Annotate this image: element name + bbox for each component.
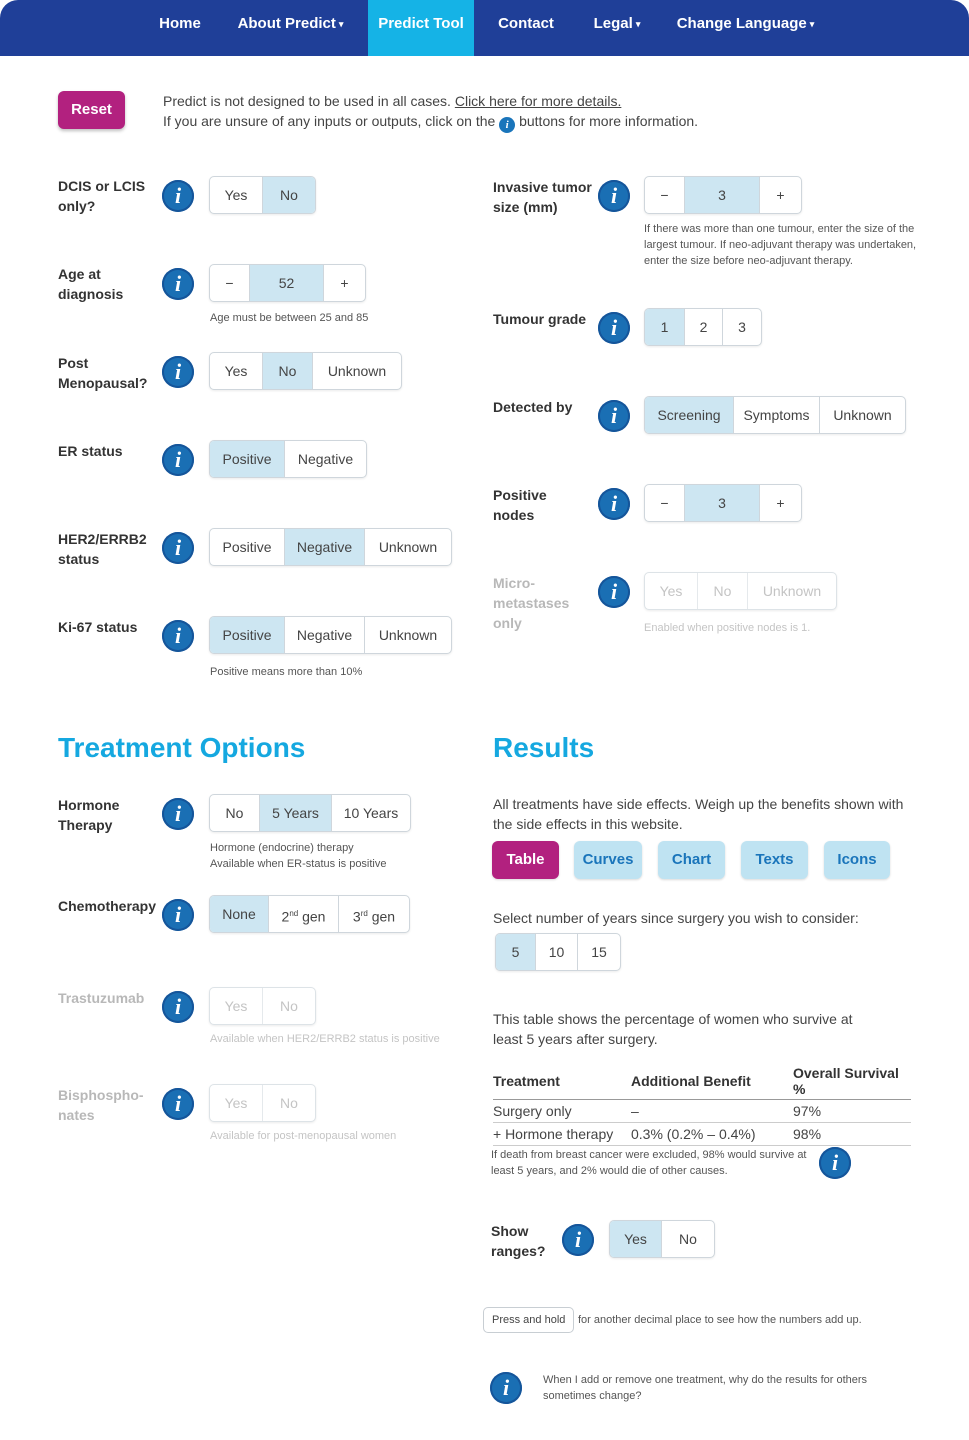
chemo-2-gen: gen — [298, 908, 326, 925]
ki67-hint: Positive means more than 10% — [210, 666, 363, 678]
intro-line-1-text: Predict is not designed to be used in all cases. — [163, 93, 455, 109]
ki67-status-info-icon[interactable]: i — [162, 620, 194, 652]
ranges-no-option[interactable]: No — [679, 1231, 697, 1247]
results-intro: All treatments have side effects. Weigh up the benefits shown with the side effects in this website. — [493, 796, 904, 832]
post-menopausal-no-option[interactable]: No — [263, 353, 313, 389]
er-status-info-icon[interactable]: i — [162, 444, 194, 476]
info-icon: i — [499, 117, 515, 133]
bisphosphonates-info-icon[interactable]: i — [162, 1088, 194, 1120]
tumour-grade-toggle — [644, 308, 762, 346]
tumor-size-label: Invasive tumor size (mm) — [493, 179, 592, 215]
post-menopausal-unknown-option[interactable]: Unknown — [327, 363, 387, 379]
intro-line-1 — [163, 91, 698, 111]
trastuzumab-label: Trastuzumab — [58, 990, 145, 1006]
chemo-none-option[interactable]: None — [210, 896, 269, 932]
detected-screening-option[interactable]: Screening — [645, 397, 734, 433]
hormone-therapy-info-icon[interactable]: i — [162, 798, 194, 830]
detected-unknown-option[interactable]: Unknown — [833, 407, 892, 423]
nodes-increment-button[interactable]: + — [776, 495, 785, 511]
faq-info-icon[interactable]: i — [490, 1372, 522, 1404]
tumor-size-value-field[interactable]: 3 — [685, 177, 760, 213]
hormone-no-option[interactable]: No — [210, 795, 260, 831]
detected-by-label: Detected by — [493, 399, 573, 415]
chemotherapy-info-icon[interactable]: i — [162, 899, 194, 931]
tumour-grade-info-icon[interactable]: i — [598, 312, 630, 344]
nav-about-label: About Predict — [237, 15, 336, 32]
post-menopausal-info-icon[interactable]: i — [162, 356, 194, 388]
trastuzumab-hint: Available when HER2/ERRB2 status is positive — [210, 1033, 440, 1045]
micro-unknown-option[interactable]: Unknown — [762, 583, 822, 599]
table-row — [493, 1100, 911, 1123]
her2-unknown-option[interactable]: Unknown — [378, 539, 438, 555]
hormone-therapy-hint — [210, 840, 387, 872]
micro-metastases-toggle — [644, 572, 837, 610]
chemotherapy-toggle — [209, 895, 410, 933]
faq-text: When I add or remove one treatment, why do the results for others sometimes change? — [543, 1374, 868, 1402]
show-ranges-label: Show ranges? — [491, 1223, 546, 1259]
her2-status-toggle — [209, 528, 452, 566]
hormone-hint-line-1: Hormone (endocrine) therapy — [210, 842, 354, 854]
ki67-negative-option[interactable]: Negative — [285, 617, 365, 653]
table-row — [493, 1123, 911, 1146]
post-menopausal-toggle — [209, 352, 402, 390]
results-tab-texts[interactable]: Texts — [741, 841, 808, 879]
ki67-positive-option[interactable]: Positive — [210, 617, 285, 653]
tumor-size-decrement-button[interactable]: − — [645, 177, 685, 213]
ki67-status-toggle — [209, 616, 452, 654]
chevron-down-icon: ▾ — [809, 19, 815, 29]
results-tab-curves[interactable]: Curves — [574, 841, 642, 879]
cell-treatment: Surgery only — [493, 1100, 631, 1123]
chemo-3-number: 3 — [352, 908, 361, 925]
hormone-hint-line-2: Available when ER-status is positive — [210, 858, 387, 870]
micro-metastases-info-icon[interactable]: i — [598, 576, 630, 608]
years-15-option[interactable]: 15 — [591, 944, 607, 960]
micro-no-option[interactable]: No — [698, 573, 748, 609]
table-header-row — [493, 1063, 911, 1100]
tumor-size-hint: If there was more than one tumour, enter the size of the largest tumour. If neo-adjuvant therapy was undertaken, enter the size before neo-adjuvant therapy. — [644, 223, 917, 267]
bisphos-no-option[interactable]: No — [280, 1095, 298, 1111]
her2-status-info-icon[interactable]: i — [162, 532, 194, 564]
ki67-unknown-option[interactable]: Unknown — [378, 627, 438, 643]
nodes-decrement-button[interactable]: − — [645, 485, 685, 521]
positive-nodes-info-icon[interactable]: i — [598, 488, 630, 520]
nav-language-label: Change Language — [676, 15, 807, 32]
er-negative-option[interactable]: Negative — [297, 451, 354, 467]
age-decrement-button[interactable]: − — [210, 265, 250, 301]
press-and-hold-button[interactable]: Press and hold — [483, 1307, 574, 1333]
grade-3-option[interactable]: 3 — [738, 319, 746, 335]
nav-home[interactable]: Home — [159, 15, 201, 32]
chemo-3rd-gen-option[interactable] — [339, 896, 409, 932]
trastuzumab-toggle — [209, 987, 316, 1025]
top-navigation-bar — [0, 0, 969, 56]
cell-benefit: – — [631, 1100, 793, 1123]
er-status-label: ER status — [58, 443, 123, 459]
years-5-option[interactable]: 5 — [496, 934, 536, 970]
hormone-10-years-option[interactable]: 10 Years — [343, 805, 399, 821]
detected-by-info-icon[interactable]: i — [598, 400, 630, 432]
nav-legal-label: Legal — [593, 15, 633, 32]
dcis-no-option[interactable]: No — [263, 177, 315, 213]
more-details-link[interactable]: Click here for more details. — [454, 93, 622, 109]
hormone-therapy-toggle — [209, 794, 411, 832]
reset-button[interactable]: Reset — [58, 91, 125, 129]
dcis-toggle — [209, 176, 316, 214]
chevron-down-icon: ▾ — [338, 19, 344, 29]
cell-survival: 98% — [793, 1123, 911, 1146]
press-and-hold-text: for another decimal place to see how the numbers add up. — [578, 1314, 862, 1326]
hormone-therapy-label: Hormone Therapy — [58, 797, 120, 833]
grade-1-option[interactable]: 1 — [645, 309, 685, 345]
post-menopausal-yes-option[interactable]: Yes — [210, 353, 263, 389]
results-footnote: If death from breast cancer were excluded, 98% would survive at least 5 years, and 2% would die of other causes. — [491, 1149, 807, 1177]
nodes-value-field[interactable]: 3 — [685, 485, 760, 521]
bisphosphonates-toggle — [209, 1084, 316, 1122]
table-intro: This table shows the percentage of women who survive at least 5 years after surgery. — [493, 1011, 853, 1047]
years-10-option[interactable]: 10 — [536, 934, 578, 970]
positive-nodes-stepper — [644, 484, 802, 522]
dcis-label: DCIS or LCIS only? — [58, 178, 146, 214]
detected-symptoms-option[interactable]: Symptoms — [734, 397, 820, 433]
her2-positive-option[interactable]: Positive — [210, 529, 285, 565]
show-ranges-info-icon[interactable]: i — [562, 1224, 594, 1256]
chemotherapy-label: Chemotherapy — [58, 898, 157, 914]
micro-metastases-hint: Enabled when positive nodes is 1. — [644, 622, 811, 634]
micro-yes-option[interactable]: Yes — [645, 573, 698, 609]
chemo-3-suffix: rd — [360, 909, 368, 918]
years-toggle — [495, 933, 621, 971]
chemo-2-number: 2 — [281, 908, 290, 925]
intro-line-2 — [163, 111, 698, 133]
dcis-yes-option[interactable]: Yes — [210, 177, 263, 213]
show-ranges-toggle — [609, 1220, 715, 1258]
intro-line-2-suffix: buttons for more information. — [515, 113, 699, 129]
age-increment-button[interactable]: + — [340, 275, 349, 291]
nav-predict-tool[interactable]: Predict Tool — [368, 0, 474, 56]
detected-by-toggle — [644, 396, 906, 434]
intro-text — [163, 91, 698, 133]
nav-about-predict[interactable] — [228, 0, 353, 56]
er-positive-option[interactable]: Positive — [210, 441, 285, 477]
results-tab-icons[interactable]: Icons — [824, 841, 890, 879]
age-hint: Age must be between 25 and 85 — [210, 312, 369, 324]
ki67-status-label: Ki-67 status — [58, 619, 138, 635]
age-value-field[interactable]: 52 — [250, 265, 324, 301]
age-info-icon[interactable]: i — [162, 268, 194, 300]
hormone-5-years-option[interactable]: 5 Years — [260, 795, 332, 831]
ranges-yes-option[interactable]: Yes — [610, 1221, 662, 1257]
her2-negative-option[interactable]: Negative — [285, 529, 365, 565]
grade-2-option[interactable]: 2 — [685, 309, 723, 345]
results-heading: Results — [493, 732, 595, 763]
dcis-info-icon[interactable]: i — [162, 180, 194, 212]
her2-status-label: HER2/ERRB2 status — [58, 531, 147, 567]
bisphosphonates-label: Bisphospho-nates — [58, 1087, 144, 1123]
chemo-3-gen: gen — [367, 908, 396, 925]
chemo-2-suffix: nd — [289, 909, 299, 918]
treatment-options-heading: Treatment Options — [58, 732, 306, 763]
trastuzumab-no-option[interactable]: No — [280, 998, 298, 1014]
bisphos-yes-option[interactable]: Yes — [210, 1085, 263, 1121]
cell-benefit: 0.3% (0.2% – 0.4%) — [631, 1123, 793, 1146]
nav-contact[interactable]: Contact — [498, 15, 554, 32]
micro-metastases-label: Micro-metastases only — [493, 575, 570, 631]
tumor-size-stepper — [644, 176, 802, 214]
positive-nodes-label: Positive nodes — [493, 487, 547, 523]
chemo-2nd-gen-option[interactable] — [269, 896, 339, 932]
er-status-toggle — [209, 440, 367, 478]
intro-line-2-prefix: If you are unsure of any inputs or outputs, click on the — [163, 113, 500, 129]
trastuzumab-yes-option[interactable]: Yes — [210, 988, 263, 1024]
years-prompt: Select number of years since surgery you wish to consider: — [493, 910, 859, 926]
header-treatment: Treatment — [493, 1063, 631, 1100]
results-tab-chart[interactable]: Chart — [658, 841, 725, 879]
post-menopausal-label: Post Menopausal? — [58, 355, 148, 391]
footnote-info-icon[interactable]: i — [819, 1147, 851, 1179]
header-additional-benefit: Additional Benefit — [631, 1063, 793, 1100]
nav-change-language[interactable] — [668, 0, 823, 56]
results-tab-table[interactable]: Table — [492, 841, 559, 879]
tumour-grade-label: Tumour grade — [493, 311, 587, 327]
header-overall-survival: Overall Survival % — [793, 1063, 911, 1100]
age-label: Age at diagnosis — [58, 266, 124, 302]
cell-treatment: + Hormone therapy — [493, 1123, 631, 1146]
trastuzumab-info-icon[interactable]: i — [162, 991, 194, 1023]
cell-survival: 97% — [793, 1100, 911, 1123]
nav-legal[interactable] — [580, 0, 654, 56]
age-stepper — [209, 264, 366, 302]
results-table — [493, 1063, 911, 1146]
tumor-size-info-icon[interactable]: i — [598, 180, 630, 212]
tumor-size-increment-button[interactable]: + — [776, 187, 785, 203]
bisphosphonates-hint: Available for post-menopausal women — [210, 1130, 397, 1142]
chevron-down-icon: ▾ — [635, 19, 641, 29]
